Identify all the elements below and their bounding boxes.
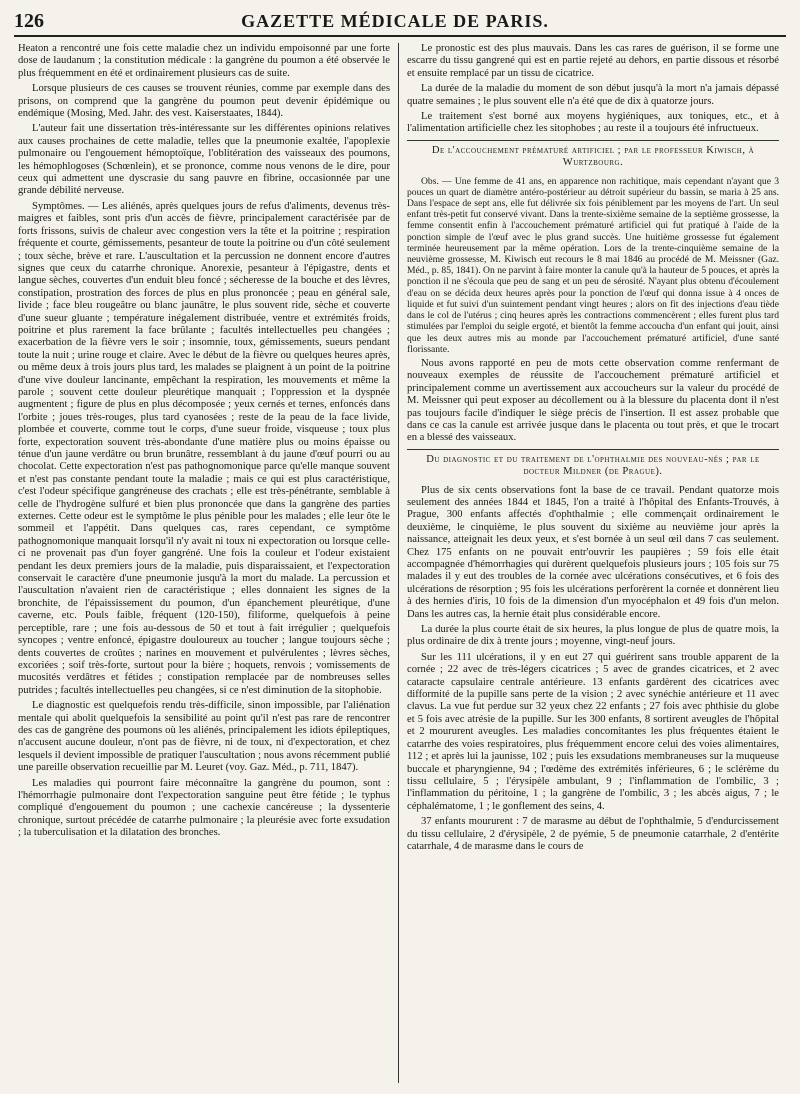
paragraph: La durée la plus courte était de six heures, la plus longue de plus de quatre mois, la plus ordinaire de dix à trente jours ; moyenne, vingt-neuf jours.	[407, 624, 779, 648]
page-header	[14, 10, 786, 37]
paragraph-traitement: Le traitement s'est borné aux moyens hygiéniques, aux toniques, etc., et à l'alimentation artificielle chez les sitophobes ; au reste il a toujours été infructueux.	[407, 111, 779, 135]
paragraph: Heaton a rencontré une fois cette maladie chez un individu empoisonné par une forte dose de laudanum ; la constitution médicale : la gangrène du poumon a été observée le plus fréquemment en été et ordinairement plusieurs cas de suite.	[18, 43, 390, 79]
paragraph: Les maladies qui pourront faire méconnaître la gangrène du poumon, sont : l'hémorrhagie pulmonaire dont l'expectoration sanguine peut être fétide ; le typhus compliqué d'engouement du poumon ; une cachexie cancéreuse ; la dyssenterie chronique, surtout précédée de catarrhe pulmonaire ; la pleurésie avec forte exsudation ; la tuberculisation et la dilatation des bronches.	[18, 777, 390, 839]
section-heading	[407, 140, 779, 170]
paragraph-diagnostic: Le diagnostic est quelquefois rendu très-difficile, sinon impossible, par l'aliénation mentale qui abolit quelquefois la sensibilité au point qu'il n'est pas rare de rencontrer des cas de gangrène des poumons où les aliénés, principalement les idiots épileptiques, n'accusent aucune douleur, n'ont pas de fièvre, ni de toux, ni d'expectoration, et chez lesquels il devient impossible de pratiquer l'auscultation ; nous avons récemment publié une pareille observation recueillie par M. Leuret (voy. Gaz. Méd., p. 711, 1847).	[18, 700, 390, 774]
columns	[14, 43, 786, 1083]
left-column	[14, 43, 394, 1083]
right-column	[403, 43, 783, 1083]
page-number: 126	[14, 10, 44, 32]
paragraph: L'auteur fait une dissertation très-intéressante sur les différentes opinions relatives aux causes prochaines de cette maladie, telles que la pneumonie exaltée, l'apoplexie pulmonaire ou l'engouement hémoptoïque, l'oblitération des vaisseaux des poumons, les hémophlogoses (Schœnlein), et se prononce, comme nous venons de le dire, pour ceux qui admettent une dyscrasie du sang pauvre en fibrine, occasionnée par une grande débilité nerveuse.	[18, 123, 390, 197]
paragraph: Plus de six cents observations font la base de ce travail. Pendant quatorze mois seulement des années 1844 et 1845, l'on a traité à l'hôpital des Enfants-Trouvés, à Prague, 300 enfants affectés d'ophthalmie ; elle commençait ordinairement le deuxième, le cinquième, le plus souvent du sixième au neuvième jour après la naissance, atteignait les deux yeux, et s'est bornée à un seul œil dans 7 cas seulement. Chez 175 enfants on ne pouvait entr'ouvrir les paupières ; 59 fois elle était accompagnée d'hémorrhagies qui durèrent quelquefois plusieurs jours ; 105 fois sur 75 malades il y eut des troubles de la cornée avec ulcérations consécutives, et 6 fois des ulcérations de résorption ; 95 fois les ulcérations perforèrent la cornée et donnèrent lieu à des hernies d'iris, 10 fois de la dimension d'un myocéphalon et 49 fois d'un melon. Dans les autres cas, la hernie était plus considérable encore.	[407, 484, 779, 620]
commentary-paragraph: Nous avons rapporté en peu de mots cette observation comme renfermant de nouveaux exemples de réussite de l'accouchement prématuré artificiel et principalement comme un avertissement aux accoucheurs sur la valeur du procédé de M. Meissner qui peut exposer au décollement ou à la blessure du placenta dont il n'est pas toujours facile d'indiquer le siège précis de l'insertion. Il est assez probable que dans ce cas la canule est arrivée jusque dans le placenta ou tout près, et que le trocart en a blessé des vaisseaux.	[407, 357, 779, 444]
journal-title: GAZETTE MÉDICALE DE PARIS.	[241, 11, 549, 31]
section-title: Du diagnostic et du traitement de l'ophthalmie des nouveau-nés ; par le docteur Mildner (de Prague).	[426, 453, 760, 478]
observation-paragraph: Obs. — Une femme de 41 ans, en apparence non rachitique, mais cependant n'ayant que 3 pouces un quart de diamètre antéro-postérieur au détroit supérieur du bassin, se maria à 25 ans. Dans l'espace de sept ans, elle fut délivrée six fois péniblement par les moyens de l'art. Un seul enfant très-petit fut conservé vivant. Dans la trente-sixième semaine de la septième grossesse, la femme consentit enfin à l'accouchement prématuré artificiel qui fut pratiqué à l'aide de la ponction simple de l'œuf avec le plus grand succès. Une huitième grossesse fut également terminée heureusement par la même opération. Lors de la trente-cinquième semaine de la neuvième grossesse, M. Kiwisch eut recours le 8 mai 1846 au procédé de M. Meissner (Gaz. Méd., p. 85, 1841). On ne parvint à faire monter la canule qu'à la hauteur de 5 pouces, et après la ponction il ne s'écoula que peu de sang et un peu de sérosité. N'ayant plus obtenu d'écoulement d'eau on se décida deux heures après pour la ponction de l'œuf qui donna issue à 4 onces de liquide et fut suivi d'un suintement pendant vingt heures ; alors on fit des injections d'eau tiède dans le col de l'utérus ; cinq heures après les contractions commencèrent ; elles furent plus tard stimulées par l'emploi du seigle ergoté, et bientôt la femme accoucha d'un enfant qui jouit, ainsi que les deux autres mis au monde par l'accouchement prématuré artificiel, d'une santé florissante.	[407, 175, 779, 355]
column-rule	[398, 43, 399, 1083]
paragraph-duree: La durée de la maladie du moment de son début jusqu'à la mort n'a jamais dépassé quatre semaines ; le plus souvent elle n'a été que de dix à quatorze jours.	[407, 83, 779, 107]
paragraph: Sur les 111 ulcérations, il y en eut 27 qui guérirent sans trouble apparent de la cornée ; 22 avec de très-légers cicatrices ; 5 avec de grandes cicatrices, et 2 avec cataracte capsulaire centrale antérieure. 13 enfants gardèrent des cicatrices avec difformité de la pupille sans perte de la vision ; 2 avec synéchie antérieure et 11 avec clavus. La vue fut perdue sur 32 yeux chez 22 enfants ; 27 fois avec phthisie du globe et 5 fois avec atrésie de la pupille. Sur les 300 enfants, 8 sortirent aveugles de l'hôpital et 2 moururent aveugles. Les maladies concomitantes les plus fréquentes étaient le catarrhe des voies respiratoires, plus fréquemment encore celui des voies alimentaires, 112 ; et après lui la jaunisse, 102 ; puis les exsudations membraneuses sur la muqueuse buccale et pharyngienne, 94 ; l'œdème des extrémités inférieures, 6 ; le sclérème du tissu cellulaire, 5 ; l'érysipèle ambulant, 9 ; l'inflammation de l'ombilic, 3 ; l'inflammation du péritoine, 1 ; la gangrène de l'ombilic, 3 ; les abcès aigus, 7 ; le céphalématome, 1 ; le gonflement des seins, 4.	[407, 651, 779, 812]
paragraph-pronostic: Le pronostic est des plus mauvais. Dans les cas rares de guérison, il se forme une escarre du tissu gangrené qui est en partie rejeté au dehors, en partie dissous et résorbé et ensuite remplacé par un tissu de cicatrice.	[407, 43, 779, 79]
paragraph-symptomes: Symptômes. — Les aliénés, après quelques jours de refus d'aliments, devenus très-maigres et faibles, sont pris d'un accès de fièvre, principalement caractérisée par de forts frissons, suivis de chaleur avec congestion vers la tête et la poitrine ; respiration fréquente et courte, gémissements, pesanteur de toute la poitrine ou d'un côté seulement ; toux sèche, brève et rare. L'auscultation et la percussion ne donnent encore d'autres signes que ceux du catarrhe chronique. Anorexie, pesanteur à l'épigastre, dents et langue sèches, couvertes d'un enduit bleu foncé ; sécheresse de la bouche et des lèvres, constipation, prostration des forces de plus en plus prononcée ; peau en général sale, livide ; face bleu rougeâtre ou blanc jaunâtre, le plus souvent ride, sèche et couverte d'une sueur gluante ; température inégalement distribuée, ventre et extrémités froids, poitrine et plus rarement la face brûlante ; facultés intellectuelles peu changées ; exacerbation de la fièvre vers le soir ; insomnie, toux, gémissements, sueurs pendant toute la nuit ; urine rouge et claire. Avec le début de la fièvre ou quelques heures après, ou même deux à trois jours plus tard, les malades se plaignent à un point de la poitrine d'une vive douleur lancinante, empêchant la respiration, les mouvements et même la parole ; souvent cette douleur pleurétique manquait ; l'oppression et la dyspnée augmentent ; figure de plus en plus décomposée ; yeux cernés et ternes, enfoncés dans l'orbite ; joues très-rouges, plus tard cyanosées ; reste de la peau de la face livide, plombée et couverte, comme tout le corps, d'une sueur froide, visqueuse ; toux plus forte, expectoration souvent très-abondante d'une matière plus ou moins épaisse ou ténue d'un jaune verdâtre ou brun brunâtre, ressemblant à du jaune d'œuf pourri ou au chocolat. Cette expectoration n'est pas pathognomonique parce qu'elle manque souvent et n'est pas constante pendant toute la maladie ; mais ce qui est plus caractéristique, c'est l'odeur spécifique gangréneuse des crachats ; elle est très-pénétrante, semblable à celle de l'hydrogène sulfuré et bien plus prononcée que dans la gangrène des parties externes. Cette odeur est le symptôme le plus pénible pour les malades ; elle leur ôte le sommeil et l'appétit. Dans quelques cas, rares cependant, ce symptôme pathognomonique manquait lorsqu'il n'y avait ni toux ni expectoration ou lorsque celle-ci ne provenait pas d'un foyer gangréné. Une fois la couleur et l'odeur existaient pendant les deux premiers jours de la maladie, puis disparaissaient, et l'expectoration conservait le caractère d'une pneumonie jusqu'à la mort du malade. La percussion et l'auscultation n'avaient rien de caractéristique ; elles donnaient les signes de la bronchite, de l'épaississement du poumon, d'un épanchement pleurétique, d'une caverne, etc. Pouls faible, fréquent (120-150), filiforme, quelquefois à peine perceptible, rare ; une fois au-dessous de 50 et tout à fait irrégulier ; quelquefois syncopes ; ventre enfoncé, épigastre douloureux au toucher ; langue toujours sèche ; dents couvertes de croûtes ; narines en mouvement et pulvérulentes ; lèvres sèches, excoriées ; soif très-forte, surtout pour la bière ; hoquets, renvois ; vomissements de mucosités verdâtres et fétides ; constipation remplacée par de nombreuses selles putrides ; facultés intellectuelles peu changées, si ce n'est diminution de la sitophobie.	[18, 200, 390, 696]
section-title: De l'accouchement prématuré artificiel ; par le professeur Kiwisch, à Wurtzbourg.	[431, 144, 755, 169]
paragraph: 37 enfants moururent : 7 de marasme au début de l'ophthalmie, 5 d'endurcissement du tissu cellulaire, 2 d'érysipèle, 2 de pyémie, 5 de pneumonie catarrhale, 2 d'entérite catarrhale, 4 de marasme dans le cours de	[407, 816, 779, 852]
paragraph: Lorsque plusieurs de ces causes se trouvent réunies, comme par exemple dans des prisons, on comprend que la gangrène du poumon peut devenir épidémique ou endémique (Mosing, Med. Jahr. des vest. Kaiserstaates, 1844).	[18, 83, 390, 120]
section-heading	[407, 449, 779, 479]
observation-block	[407, 176, 779, 355]
